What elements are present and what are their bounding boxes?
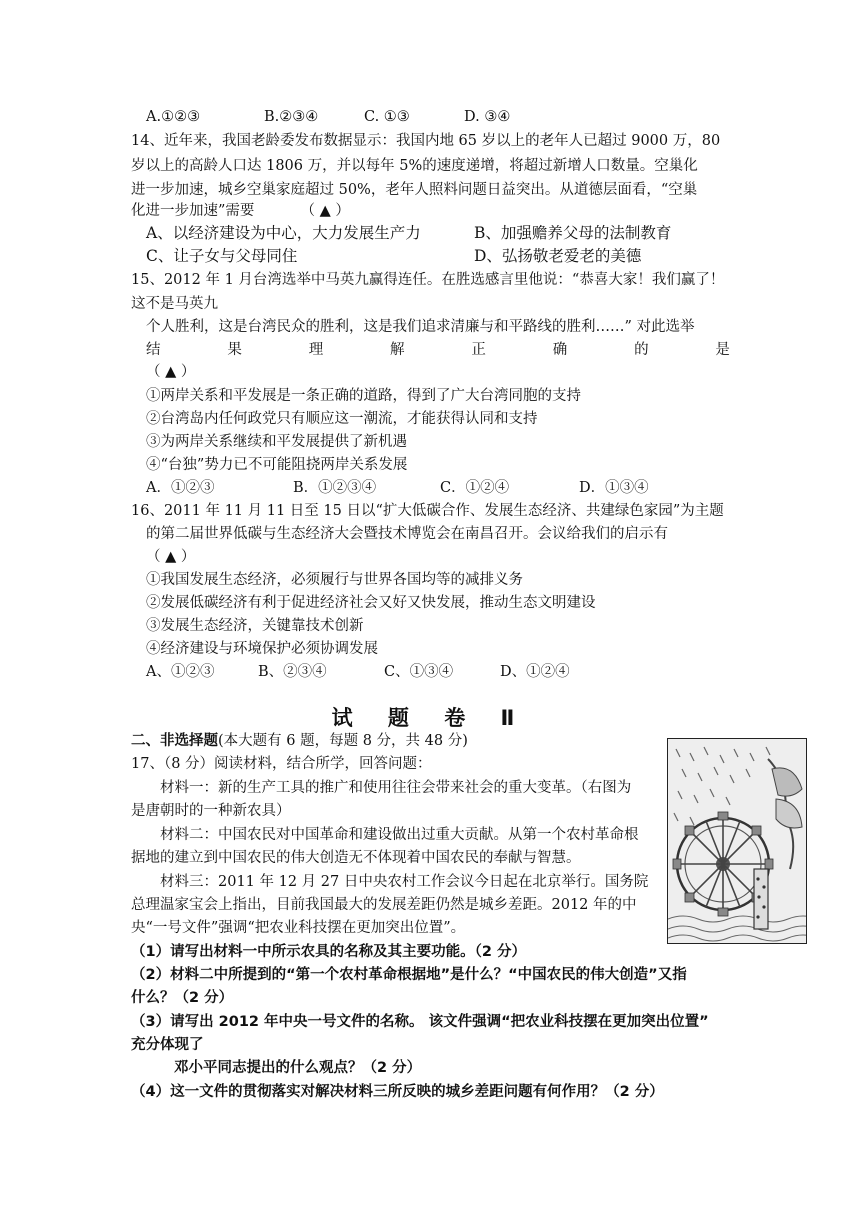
q17-question-3: 充分体现了	[131, 1037, 204, 1053]
q14-line: 进一步加速，城乡空巢家庭超过 50%，老年人照料问题日益突出。从道德层面看，“空巢	[131, 182, 698, 198]
section2-heading-label: 二、非选择题	[131, 733, 218, 749]
q15-option-c: C．①②④	[440, 480, 510, 496]
q15-justified-line	[146, 339, 730, 361]
q15-word: 理	[308, 342, 324, 358]
q17-material-3: 央“一号文件”强调“把农业科技摆在更加突出位置”。	[131, 920, 466, 936]
q17-material-2: 材料二：中国农民对中国革命和建设做出过重大贡献。从第一个农村革命根	[160, 827, 639, 843]
q13-option-a: A.①②③	[146, 109, 201, 125]
q17-question-2: 什么？（2 分）	[131, 990, 234, 1006]
q17-material-2: 据地的建立到中国农民的伟大创造无不体现着中国农民的奉献与智慧。	[131, 850, 581, 866]
q15-item: ②台湾岛内任何政党只有顺应这一潮流，才能获得认同和支持	[146, 411, 538, 427]
q15-option-b: B．①②③④	[293, 480, 377, 496]
q15-word: 果	[227, 342, 242, 358]
q17-question-3: （3）请写出 2012 年中央一号文件的名称。 该文件强调“把农业科技摆在更加突出位置”	[131, 1014, 709, 1030]
section2-heading	[131, 730, 468, 752]
q15-answer-paren: （ ▲ ）	[146, 364, 196, 380]
q14-option-a: A、以经济建设为中心，大力发展生产力	[146, 224, 421, 242]
q15-option-a: A．①②③	[146, 480, 215, 496]
q15-word: 确	[552, 342, 568, 358]
q14-option-b: B、加强赡养父母的法制教育	[474, 224, 672, 242]
q17-material-3: 总理温家宝会上指出，目前我国最大的发展差距仍然是城乡差距。2012 年的中	[131, 897, 637, 913]
q15-word: 结	[146, 342, 161, 358]
q15-word: 正	[471, 342, 486, 358]
q16-option-a: A、①②③	[146, 664, 215, 680]
q17-question-2: （2）材料二中所提到的“第一个农村革命根据地”是什么？“中国农民的伟大创造”又指	[131, 967, 687, 983]
q15-line: 个人胜利，这是台湾民众的胜利，这是我们追求清廉与和平路线的胜利……” 对此选举	[146, 319, 695, 335]
q16-item: ①我国发展生态经济，必须履行与世界各国均等的减排义务	[146, 572, 523, 588]
q14-option-d: D、弘扬敬老爱老的美德	[474, 247, 642, 265]
q15-word: 是	[715, 342, 730, 358]
q17-intro: 17、（8 分）阅读材料，结合所学，回答问题：	[131, 756, 432, 772]
q16-option-c: C、①③④	[384, 664, 454, 680]
q13-option-d: D. ③④	[464, 109, 511, 125]
q14-line: 岁以上的高龄人口达 1806 万，并以每年 5%的速度递增，将超过新增人口数量。空巢化	[131, 158, 698, 174]
q15-line: 15、2012 年 1 月台湾选举中马英九赢得连任。在胜选感言里他说：“恭喜大家！我们赢了！	[131, 272, 725, 288]
q16-item: ④经济建设与环境保护必须协调发展	[146, 641, 378, 657]
q15-item: ①两岸关系和平发展是一条正确的道路，得到了广大台湾同胞的支持	[146, 388, 581, 404]
section2-note: (本大题有 6 题，每题 8 分，共 48 分)	[218, 733, 468, 749]
q17-material-3: 材料三：2011 年 12 月 27 日中央农村工作会议今日起在北京举行。国务院	[160, 874, 649, 890]
q15-item: ③为两岸关系继续和平发展提供了新机遇	[146, 434, 407, 450]
q16-item: ③发展生态经济，关键靠技术创新	[146, 618, 364, 634]
q15-word: 的	[634, 342, 649, 358]
q16-option-d: D、①②④	[500, 664, 570, 680]
q16-item: ②发展低碳经济有利于促进经济社会又好又快发展，推动生态文明建设	[146, 595, 596, 611]
q17-material-1: 是唐朝时的一种新农具）	[131, 803, 291, 819]
q14-line: 14、近年来，我国老龄委发布数据显示：我国内地 65 岁以上的老年人已超过 9000 万，80	[131, 133, 721, 149]
q15-word: 解	[390, 342, 405, 358]
q15-option-d: D．①③④	[579, 480, 649, 496]
q15-item: ④“台独”势力已不可能阻挠两岸关系发展	[146, 457, 408, 473]
q16-option-b: B、②③④	[258, 664, 327, 680]
waterwheel-illustration-icon	[667, 738, 807, 944]
q15-line: 这不是马英九	[131, 296, 218, 312]
q17-question-1: （1）请写出材料一中所示农具的名称及其主要功能。（2 分）	[131, 944, 526, 960]
section-title: 试 题 卷 Ⅱ	[331, 706, 529, 730]
q16-line: 的第二届世界低碳与生态经济大会暨技术博览会在南昌召开。会议给我们的启示有	[146, 526, 668, 542]
q17-material-1: 材料一：新的生产工具的推广和使用往往会带来社会的重大变革。（右图为	[160, 780, 632, 796]
q16-line: （ ▲ ）	[146, 549, 196, 565]
q13-option-c: C. ①③	[364, 109, 410, 125]
q17-question-4: （4）这一文件的贯彻落实对解决材料三所反映的城乡差距问题有何作用？（2 分）	[131, 1084, 664, 1100]
q16-line: 16、2011 年 11 月 11 日至 15 日以“扩大低碳合作、发展生态经济、共建绿色家园”为主题	[131, 503, 724, 519]
q17-question-3: 邓小平同志提出的什么观点？（2 分）	[174, 1060, 422, 1076]
q13-option-b: B.②③④	[264, 109, 319, 125]
q14-line: 化进一步加速”需要 （ ▲ ）	[131, 203, 350, 219]
q14-option-c: C、让子女与父母同住	[146, 247, 298, 265]
